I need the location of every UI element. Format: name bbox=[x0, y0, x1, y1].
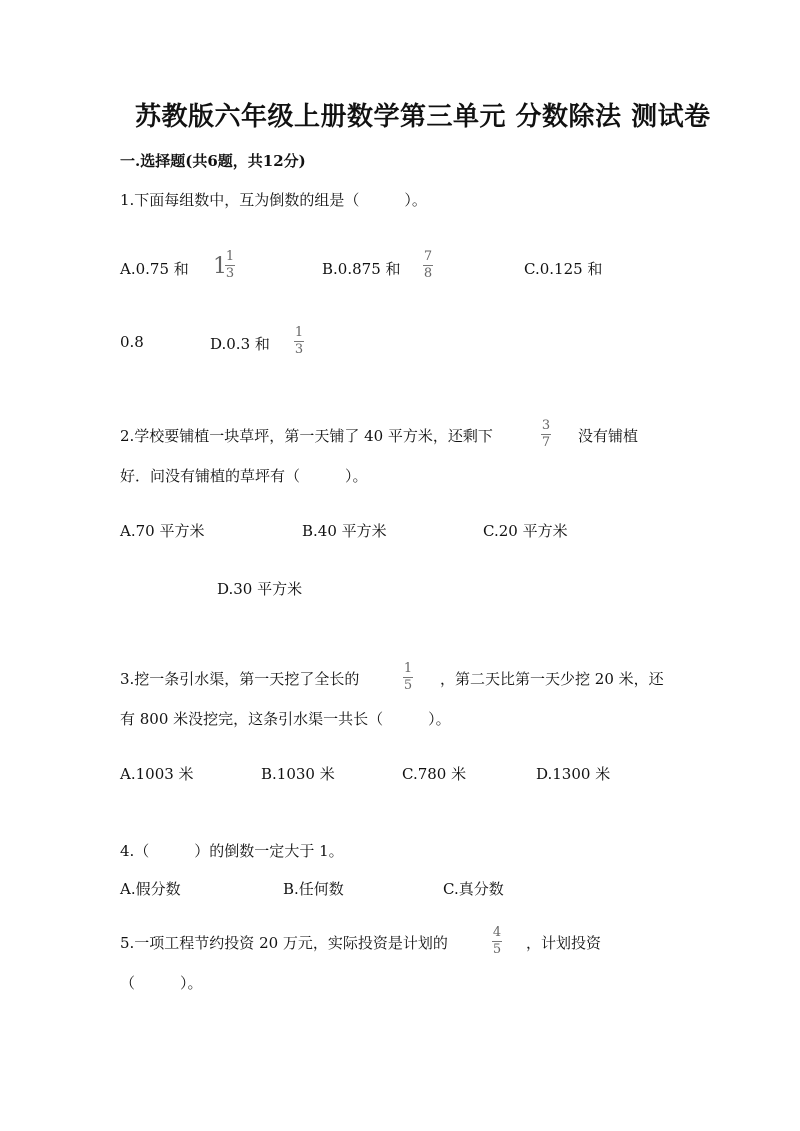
q3-option-b: B.1030 米 bbox=[261, 765, 335, 783]
denominator: 5 bbox=[403, 678, 413, 693]
q3-fraction bbox=[403, 662, 413, 693]
q2-option-c: C.20 平方米 bbox=[483, 522, 568, 540]
question-1-stem: 1.下面每组数中，互为倒数的组是（ ）。 bbox=[120, 191, 427, 209]
question-2-stem-c: 好．问没有铺植的草坪有（ ）。 bbox=[120, 467, 368, 485]
question-3-stem-c: 有 800 米没挖完，这条引水渠一共长（ ）。 bbox=[120, 710, 451, 728]
q1-option-c-continued: 0.8 bbox=[120, 333, 144, 351]
q4-option-a: A.假分数 bbox=[120, 880, 181, 898]
denominator: 8 bbox=[423, 266, 433, 281]
q2-fraction bbox=[541, 419, 551, 450]
question-2-stem-b: 没有铺植 bbox=[578, 427, 639, 445]
numerator: 4 bbox=[492, 925, 502, 940]
q4-option-c: C.真分数 bbox=[443, 880, 504, 898]
question-4-stem: 4.（ ）的倒数一定大于 1。 bbox=[120, 842, 344, 860]
numerator: 1 bbox=[225, 249, 235, 264]
q1-option-c: C.0.125 和 bbox=[524, 260, 603, 278]
q2-option-d: D.30 平方米 bbox=[217, 580, 303, 598]
q3-option-a: A.1003 米 bbox=[120, 765, 194, 783]
q3-option-d: D.1300 米 bbox=[536, 765, 611, 783]
q3-option-c: C.780 米 bbox=[402, 765, 467, 783]
question-2-stem-a: 2.学校要铺植一块草坪，第一天铺了 40 平方米，还剩下 bbox=[120, 427, 493, 445]
q1-option-a: A.0.75 和 bbox=[120, 260, 189, 278]
q4-option-b: B.任何数 bbox=[283, 880, 344, 898]
q2-option-b: B.40 平方米 bbox=[302, 522, 387, 540]
numerator: 7 bbox=[423, 249, 433, 264]
question-5-stem-a: 5.一项工程节约投资 20 万元，实际投资是计划的 bbox=[120, 934, 448, 952]
denominator: 5 bbox=[492, 942, 502, 957]
q1-a-fraction bbox=[225, 250, 235, 281]
q1-option-b: B.0.875 和 bbox=[322, 260, 401, 278]
numerator: 1 bbox=[403, 661, 413, 676]
question-5-stem-b: ，计划投资 bbox=[526, 934, 602, 952]
q5-fraction bbox=[492, 926, 502, 957]
numerator: 3 bbox=[541, 418, 551, 433]
section-heading: 一.选择题(共6题，共12分) bbox=[120, 152, 306, 170]
question-5-stem-c: （ ）。 bbox=[120, 974, 203, 992]
denominator: 3 bbox=[294, 342, 304, 357]
denominator: 7 bbox=[541, 435, 551, 450]
q1-b-fraction bbox=[423, 250, 433, 281]
numerator: 1 bbox=[294, 325, 304, 340]
page-title: 苏教版六年级上册数学第三单元 分数除法 测试卷 bbox=[135, 102, 711, 132]
question-3-stem-a: 3.挖一条引水渠，第一天挖了全长的 bbox=[120, 670, 360, 688]
denominator: 3 bbox=[225, 266, 235, 281]
question-3-stem-b: ，第二天比第一天少挖 20 米，还 bbox=[440, 670, 664, 688]
q1-option-d: D.0.3 和 bbox=[210, 335, 270, 353]
q2-option-a: A.70 平方米 bbox=[120, 522, 205, 540]
q1-d-fraction bbox=[294, 326, 304, 357]
q1-a-whole: 1 bbox=[213, 254, 227, 279]
